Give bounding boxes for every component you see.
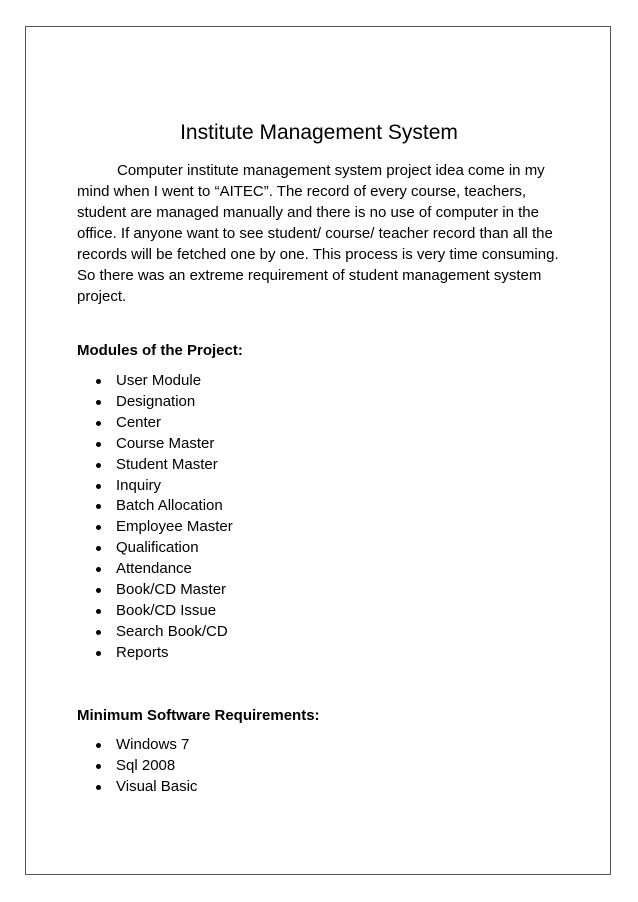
list-item-label: Reports [116, 643, 169, 661]
bullet-icon [96, 421, 101, 426]
bullet-icon [96, 651, 101, 656]
bullet-icon [96, 764, 101, 769]
list-item-label: Course Master [116, 434, 215, 452]
list-item-label: User Module [116, 372, 202, 389]
list-item-label: Windows 7 [116, 736, 190, 753]
bullet-icon [96, 785, 101, 790]
list-item-label: Attendance [116, 560, 192, 578]
bullet-icon [96, 442, 101, 447]
list-item [94, 455, 233, 476]
list-item [94, 622, 233, 643]
list-item [94, 777, 197, 798]
list-item-label: Employee Master [116, 518, 233, 536]
bullet-icon [96, 630, 101, 635]
bullet-icon [96, 504, 101, 509]
list-item [94, 601, 233, 622]
list-item-label: Center [116, 413, 162, 431]
bullet-icon [96, 400, 101, 405]
document-title: Institute Management System [180, 121, 458, 144]
list-item-label: Designation [116, 392, 196, 410]
bullet-icon [96, 484, 101, 489]
list-item [94, 559, 233, 580]
modules-list [94, 371, 233, 664]
list-item-label: Sql 2008 [116, 756, 176, 774]
list-item-label: Qualification [116, 539, 199, 557]
bullet-icon [96, 463, 101, 468]
bullet-icon [96, 743, 101, 748]
software-list [94, 735, 197, 798]
list-item-label: Student Master [116, 455, 218, 473]
bullet-icon [96, 546, 101, 551]
bullet-icon [96, 379, 101, 384]
software-heading: Minimum Software Requirements: [77, 707, 320, 724]
list-item-label: Inquiry [116, 476, 162, 494]
list-item [94, 476, 233, 497]
list-item-label: Book/CD Master [116, 581, 227, 599]
list-item [94, 371, 233, 392]
bullet-icon [96, 609, 101, 614]
list-item [94, 517, 233, 538]
list-item [94, 735, 197, 756]
list-item [94, 643, 233, 664]
list-item-label: Batch Allocation [116, 497, 223, 515]
list-item [94, 580, 233, 601]
list-item-label: Search Book/CD [116, 622, 228, 640]
intro-paragraph: Computer institute management system project idea come in my mind when I went to “AITEC”. The record of every course, teachers, student are managed manually and there is no use of computer in the office. If anyone want to see student/ course/ teacher record than all the records will be fetched one by one. This process is very time consuming. So there was an extreme requirement of student management system project. [77, 162, 559, 305]
list-item-label: Visual Basic [116, 777, 198, 795]
list-item [94, 538, 233, 559]
list-item [94, 496, 233, 517]
list-item [94, 434, 233, 455]
modules-heading: Modules of the Project: [77, 342, 243, 359]
bullet-icon [96, 567, 101, 572]
list-item [94, 413, 233, 434]
list-item-label: Book/CD Issue [116, 601, 217, 619]
list-item [94, 392, 233, 413]
bullet-icon [96, 525, 101, 530]
list-item [94, 756, 197, 777]
bullet-icon [96, 588, 101, 593]
